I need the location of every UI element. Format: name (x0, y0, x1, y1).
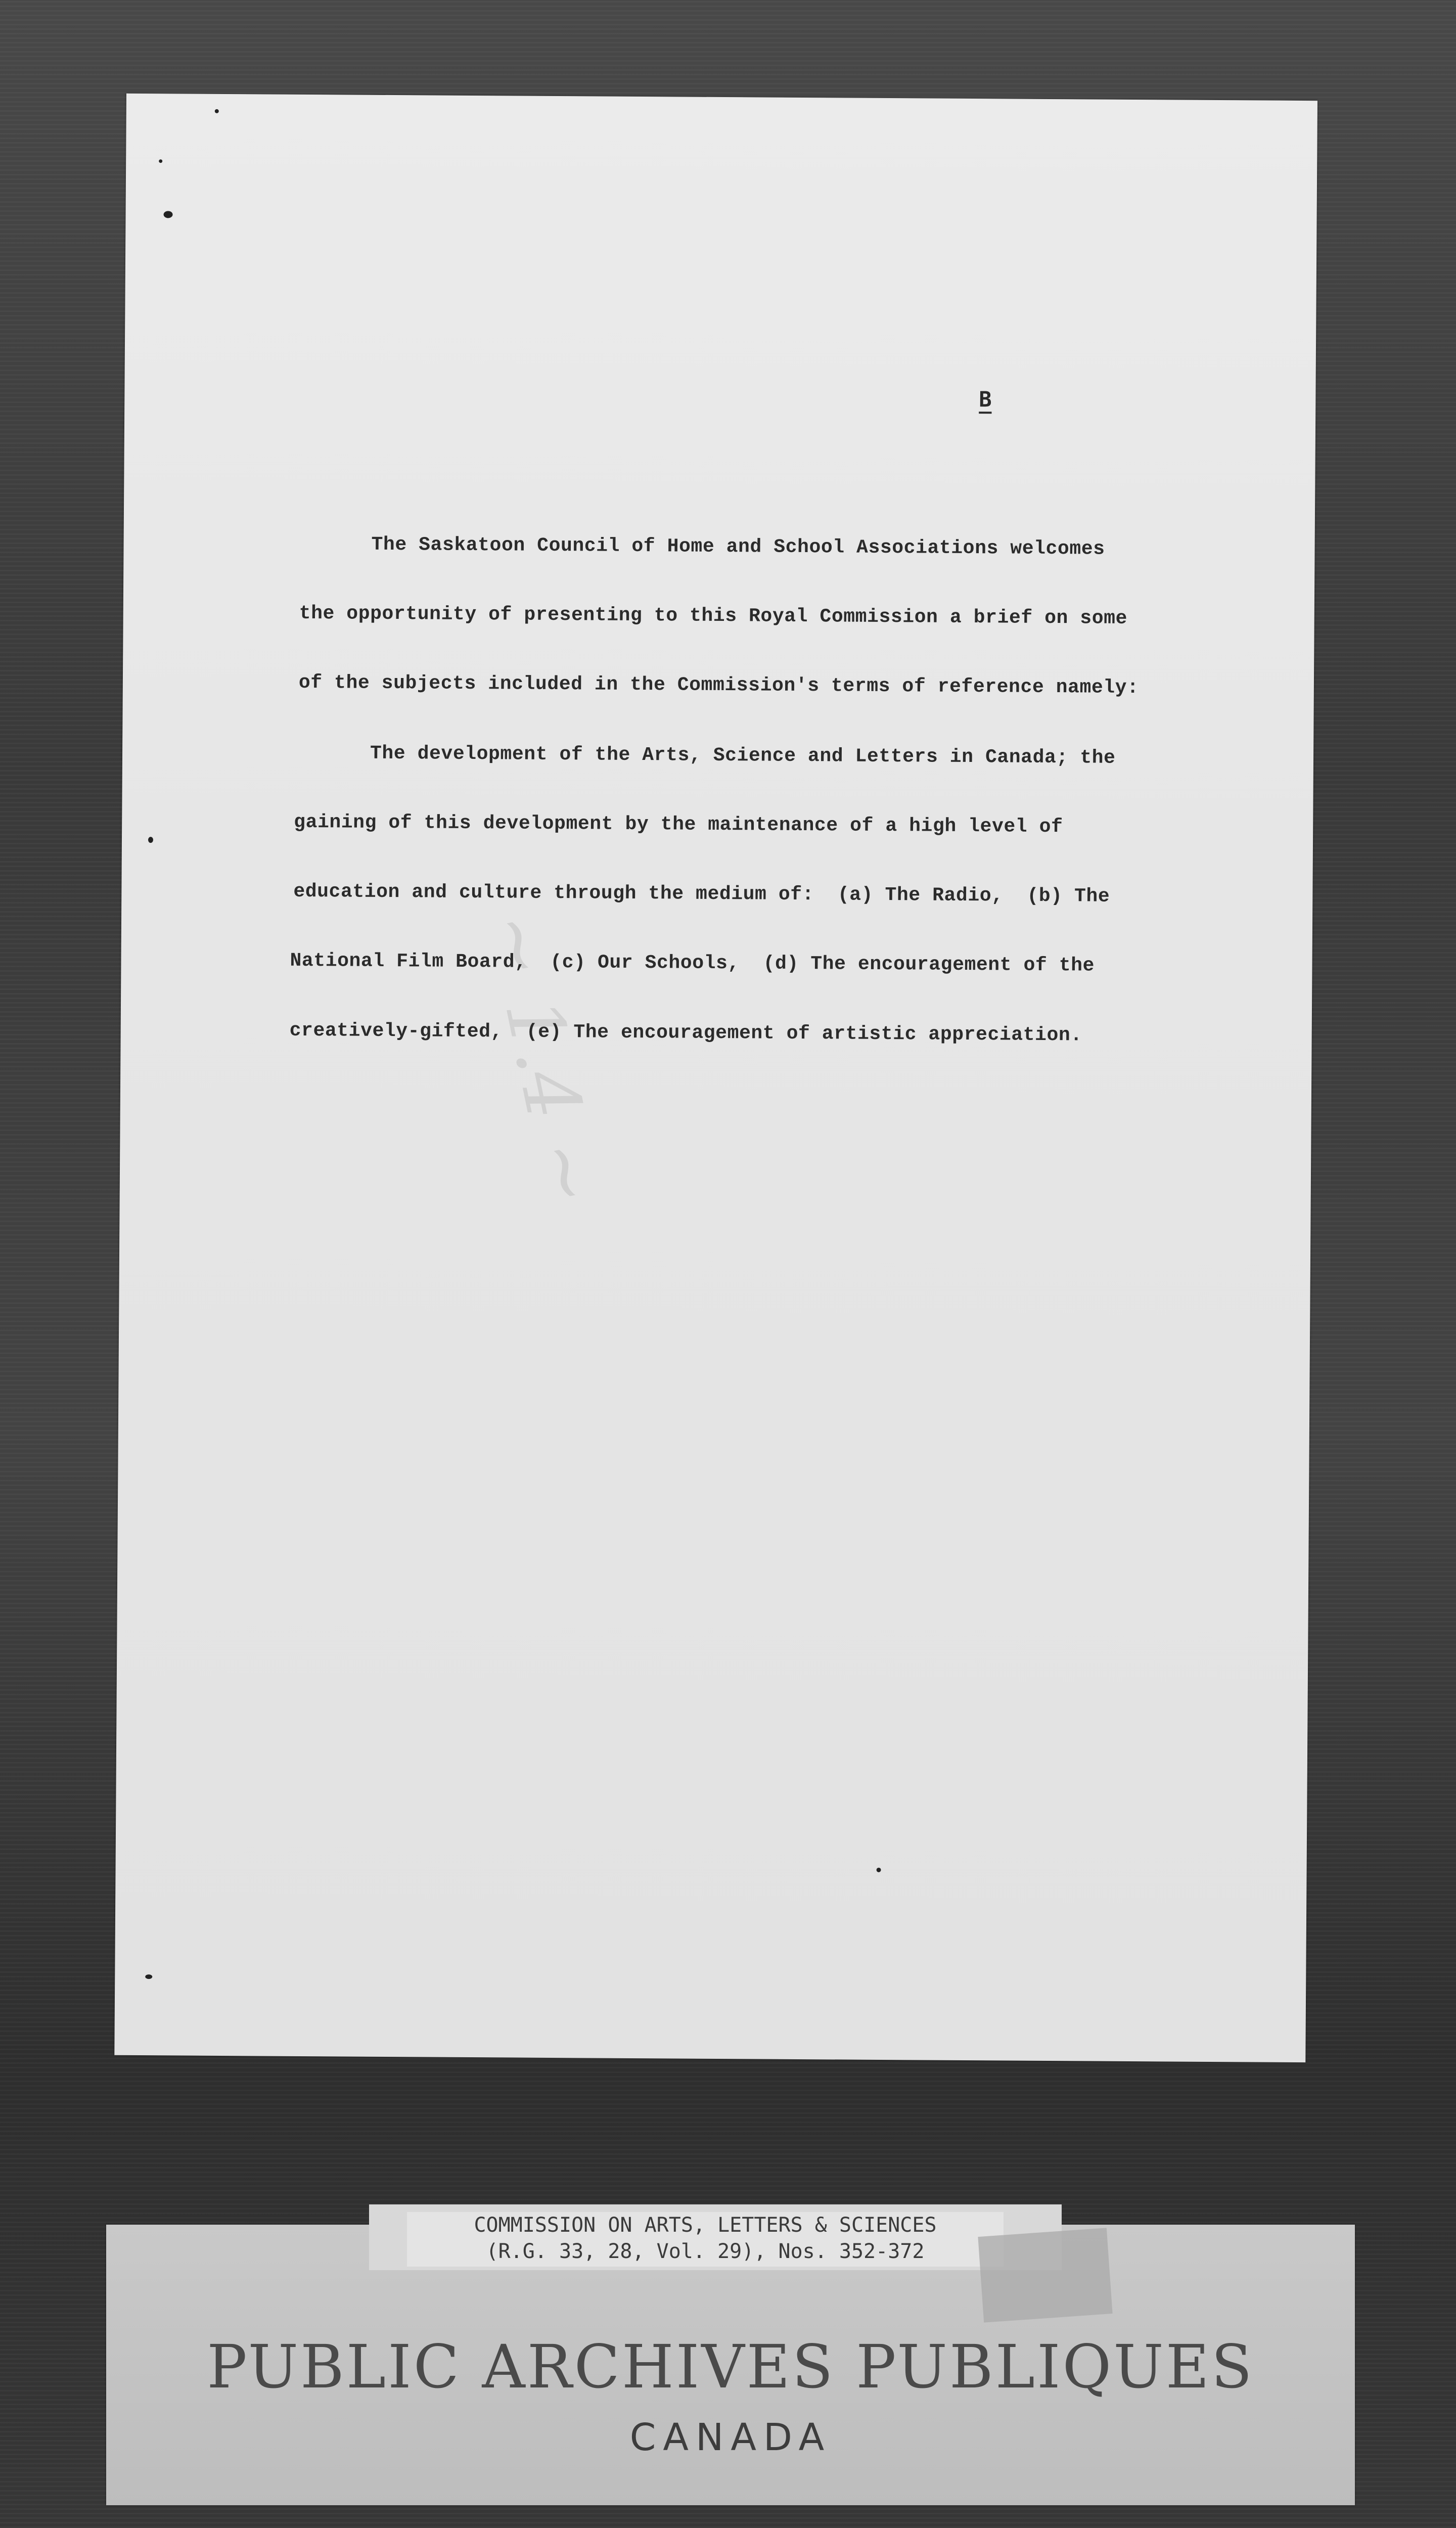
page-letter: B (979, 387, 992, 412)
reference-line: COMMISSION ON ARTS, LETTERS & SCIENCES (474, 2214, 937, 2237)
text-line: of the subjects included in the Commission's terms of reference namely: (298, 671, 1139, 699)
text-line: creatively-gifted, (e) The encouragement of artistic appreciation. (289, 1019, 1082, 1047)
bleed-through-ghost: ~ 1.4 ~ (470, 905, 616, 1213)
paper-speck (877, 1868, 881, 1872)
paper-speck (164, 211, 173, 218)
paper-speck (159, 159, 162, 163)
adhesive-tape (978, 2228, 1112, 2322)
typewritten-page (114, 94, 1317, 2062)
archive-title: PUBLIC ARCHIVES PUBLIQUES (207, 2332, 1254, 2402)
text-line: the opportunity of presenting to this Royal Commission a brief on some (299, 602, 1128, 629)
paper-speck (148, 837, 153, 843)
reference-strip (407, 2212, 1004, 2267)
text-line: National Film Board, (c) Our Schools, (d) The encouragement of the (290, 950, 1095, 977)
text-line: The Saskatoon Council of Home and School Associations welcomes (371, 533, 1105, 560)
paper-speck (145, 1974, 152, 1979)
text-line: The development of the Arts, Science and Letters in Canada; the (370, 742, 1116, 769)
paper-speck (215, 109, 219, 113)
text-line: education and culture through the medium of: (a) The Radio, (b) The (293, 880, 1110, 908)
archive-country: CANADA (629, 2416, 832, 2459)
text-line: gaining of this development by the maintenance of a high level of (294, 811, 1063, 838)
reference-line: (R.G. 33, 28, Vol. 29), Nos. 352-372 (486, 2240, 925, 2263)
